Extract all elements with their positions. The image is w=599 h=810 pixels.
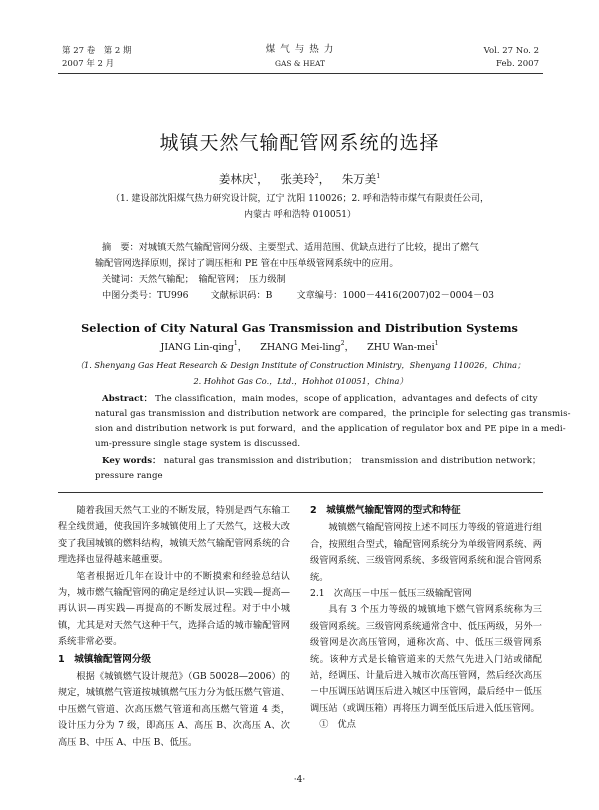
section-2-paragraph: 城镇燃气输配管网按上述不同压力等级的管道进行组合，按照组合型式，输配管网系统分为单级管网系统、两级管网系统、三级管网系统、多级管网系统和混合管网系统。 [310, 522, 542, 583]
author-2-sup: 2 [314, 173, 319, 180]
abstract-en-line3: sion and distribution network is put forward，and the application of regulator box and PE pipe in a medi- [95, 424, 566, 434]
doc-code-label: 文献标识码： [210, 290, 266, 301]
intro-paragraph-1: 随着我国天然气工业的不断发展，特别是西气东输工程全线贯通，使我国许多城镇使用上了天然气，这极大改变了我国城镇的燃料结构，城镇天然气输配管网系统的合理选择也显得越来越重要。 [58, 505, 290, 566]
abstract-en-line4: um-pressure single stage system is discussed. [95, 439, 301, 449]
clc-label: 中图分类号： [102, 290, 158, 301]
abstract-cn-line2: 输配管网选择原则，探讨了调压柜和 PE 管在中压单级管网系统中的应用。 [95, 258, 399, 269]
clc-value: TU996 [157, 290, 189, 301]
header-volume-en: Vol. 27 No. 2 [483, 46, 539, 56]
keywords-en-line2: pressure range [95, 471, 163, 481]
abstract-cn [95, 240, 525, 304]
author-1: 姜林庆 [218, 172, 254, 186]
list-item-advantages: ① 优点 [319, 719, 356, 731]
header-rule [58, 73, 543, 74]
article-no-label: 文章编号： [296, 290, 343, 301]
keywords-en-label: Key words： [102, 456, 161, 466]
doc-code-value: B [265, 290, 273, 301]
authors-en: JIANG Lin-qing$^1$， ZHANG Mei-ling$^2$， ZHU Wan-mei$^1$ [160, 340, 439, 353]
header-journal-cn: 煤 气 与 热 力 [265, 44, 335, 55]
abstract-en [95, 392, 571, 484]
author-3-sup: 1 [376, 173, 381, 180]
heading-section-2: 2 城镇燃气输配管网的型式和特征 [310, 505, 461, 516]
author-en-1: JIANG Lin-qing [160, 342, 234, 353]
author-en-1-sup: 1 [233, 340, 238, 347]
keywords-cn-text: 天然气输配； 输配管网； 压力级制 [138, 274, 286, 285]
abstract-en-line2: natural gas transmission and distribution network are compared，the principle for selecting gas transmis- [95, 409, 571, 419]
affiliation-cn-line1: （1. 建设部沈阳煤气热力研究设计院，辽宁 沈阳 110026；2. 呼和浩特市煤气有限责任公司， [111, 194, 489, 204]
abstract-en-line1: The classification，main modes，scope of application，advantages and defects of city [155, 394, 538, 404]
intro-paragraph-2: 笔者根据近几年在设计中的不断摸索和经验总结认为，城市燃气输配管网的确定是经过认识—实践—提高—再认识—再实践—再提高的不断发展过程。对于中小城镇，尤其是对天然气这种干气，选择合适的城市输配管网系统非常必要。 [58, 570, 290, 648]
header-date-en: Feb. 2007 [496, 59, 539, 69]
section-2-1-paragraph: 具有 3 个压力等级的城镇地下燃气管网系统称为三级管网系统。三级管网系统通常含中、低压两级，另外一级管网是次高压管网，通称次高、中、低压三级管网系统。该种方式是长输管道来的天然气先进入门站或储配站，经调压、计量后进入城市次高压管网，然后经次高压－中压调压站调压后进入城区中压管网，最后经中－低压调压站（或调压箱）再将压力调至低压后进入低压管网。 [310, 604, 542, 714]
left-column [58, 503, 290, 751]
affiliation-en-line1: （1. Shenyang Gas Heat Research & Design Institute of Construction Ministry，Shenyang 110026，China； [75, 360, 526, 370]
header-volume: 第 27 卷 第 2 期 [62, 46, 132, 56]
header-journal-en: GAS & HEAT [274, 59, 325, 68]
author-2: 张美玲 [280, 172, 315, 186]
author-en-2-sup: 2 [340, 340, 345, 347]
author-en-3: ZHU Wan-mei [367, 342, 435, 353]
affiliation-en-line2: 2. Hohhot Gas Co.，Ltd.，Hohhot 010051，China） [193, 376, 408, 386]
keywords-cn-label: 关键词： [102, 274, 139, 285]
author-en-2: ZHANG Mei-ling [260, 342, 341, 353]
section-1-paragraph: 根据《城镇燃气设计规范》（GB 50028—2006）的规定，城镇燃气管道按城镇燃气压力分为低压燃气管道、中压燃气管道、次高压燃气管道和高压燃气管道 4 类，设计压力分为 7 级，即高压 A、高压 B、次高压 A、次高压 B、中压 A、中压 B、低压。 [58, 671, 290, 748]
page-title-en: Selection of City Natural Gas Transmission and Distribution Systems [81, 321, 518, 335]
abstract-cn-line1: 对城镇天然气输配管网分级、主要型式、适用范围、优缺点进行了比较，提出了燃气 [138, 242, 479, 253]
keywords-en-line1: natural gas transmission and distribution； transmission and distribution network； [163, 456, 541, 466]
authors-cn: 姜林庆$^1$， 张美玲$^2$， 朱万美$^1$ [218, 172, 381, 186]
page-title-cn: 城镇天然气输配管网系统的选择 [159, 132, 440, 154]
article-no-value: 1000－4416(2007)02－0004－03 [342, 290, 495, 301]
page-number: ·4· [293, 775, 306, 785]
header-date: 2007 年 2 月 [62, 59, 115, 69]
abstract-cn-label: 摘 要： [102, 242, 139, 253]
author-3: 朱万美 [341, 172, 377, 186]
heading-section-2-1: 2.1 次高压－中压－低压三级输配管网 [310, 588, 472, 600]
section-rule [58, 492, 543, 493]
affiliation-cn-line2: 内蒙古 呼和浩特 010051） [243, 210, 357, 220]
heading-section-1: 1 城镇输配管网分级 [58, 653, 152, 665]
abstract-en-label: Abstract： [102, 394, 153, 404]
author-en-3-sup: 1 [434, 340, 439, 347]
author-1-sup: 1 [253, 173, 258, 180]
right-column [310, 503, 542, 734]
